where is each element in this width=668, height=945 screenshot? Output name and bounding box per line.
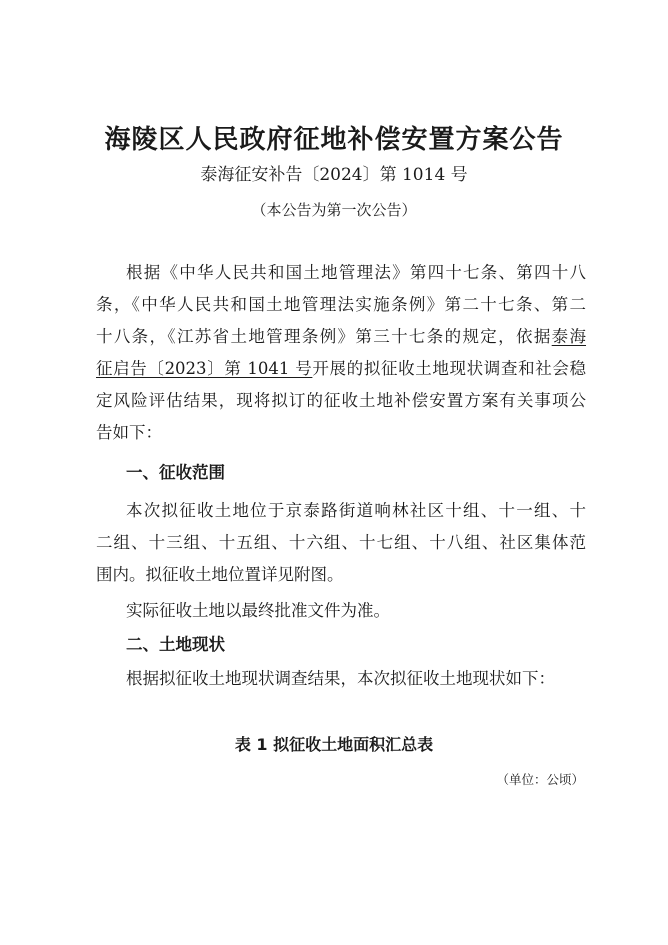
notice-sequence: （本公告为第一次公告）: [251, 201, 417, 219]
referenced-notice-link: 泰海: [551, 327, 587, 346]
status-line: 根据拟征收土地现状调查结果，本次拟征收土地现状如下：: [126, 669, 555, 688]
intro-line: [96, 322, 586, 352]
intro-line: [96, 354, 586, 384]
table-unit: （单位：公顷）: [496, 772, 584, 787]
intro-text: 十八条，《江苏省土地管理条例》第三十七条的规定，依据: [96, 327, 552, 346]
intro-line: 定风险评估结果，现将拟订的征收土地补偿安置方案有关事项公: [96, 391, 586, 410]
section-heading-status: 二、土地现状: [126, 635, 225, 654]
scope-line: 二组、十三组、十五组、十六组、十七组、十八组、社区集体范: [96, 533, 586, 552]
scope-line: 本次拟征收土地位于京泰路街道响林社区十组、十一组、十: [126, 501, 586, 520]
document-number: 泰海征安补告〔2024〕第 1014 号: [200, 165, 468, 185]
intro-line: 条，《中华人民共和国土地管理法实施条例》第二十七条、第二: [96, 295, 586, 314]
table-title: 表 1 拟征收土地面积汇总表: [234, 735, 434, 754]
referenced-notice-link: 征启告〔2023〕第 1041 号: [96, 359, 313, 378]
intro-text: 开展的拟征收土地现状调查和社会稳: [312, 359, 586, 378]
scope-line: 围内。拟征收土地位置详见附图。: [96, 565, 344, 584]
scope-note: 实际征收土地以最终批准文件为准。: [126, 601, 390, 620]
intro-line: 告如下：: [96, 423, 162, 442]
document-title: 海陵区人民政府征地补偿安置方案公告: [104, 125, 564, 155]
section-heading-scope: 一、征收范围: [126, 463, 225, 482]
intro-line: 根据《中华人民共和国土地管理法》第四十七条、第四十八: [126, 263, 586, 282]
